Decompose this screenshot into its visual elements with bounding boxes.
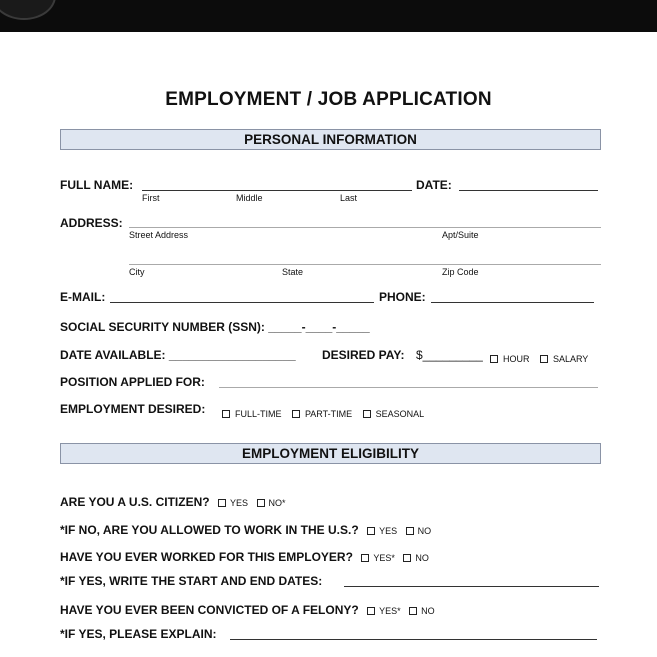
worked-no-checkbox[interactable]	[403, 554, 411, 562]
employment-type-options	[222, 404, 424, 422]
city-state-zip-field[interactable]	[129, 264, 601, 265]
dates-label: *IF YES, WRITE THE START AND END DATES:	[60, 574, 323, 588]
phone-label: PHONE:	[379, 290, 426, 304]
seasonal-label: SEASONAL	[375, 409, 425, 419]
felony-question: HAVE YOU EVER BEEN CONVICTED OF A FELONY?	[60, 603, 359, 617]
email-field[interactable]	[110, 302, 374, 303]
felony-yes-label: YES*	[379, 606, 401, 616]
section-personal-information: PERSONAL INFORMATION	[60, 129, 601, 150]
middle-sublabel: Middle	[236, 193, 263, 203]
dates-field[interactable]	[344, 586, 599, 587]
top-dark-bar	[0, 0, 657, 32]
allowed-yes-label: YES	[379, 526, 398, 536]
part-time-label: PART-TIME	[304, 409, 353, 419]
hour-checkbox[interactable]	[490, 355, 498, 363]
citizen-yes-label: YES	[230, 498, 249, 508]
felony-no-label: NO	[421, 606, 435, 616]
full-time-label: FULL-TIME	[235, 409, 282, 419]
employment-desired-label: EMPLOYMENT DESIRED:	[60, 402, 206, 416]
allowed-no-checkbox[interactable]	[406, 527, 414, 535]
salary-label: SALARY	[552, 354, 589, 364]
phone-field[interactable]	[431, 302, 594, 303]
apt-sublabel: Apt/Suite	[442, 230, 479, 240]
explain-field[interactable]	[230, 639, 597, 640]
allowed-no-label: NO	[417, 526, 432, 536]
felony-row	[60, 601, 435, 619]
full-name-label: FULL NAME:	[60, 178, 134, 192]
last-sublabel: Last	[340, 193, 358, 203]
city-sublabel: City	[129, 267, 145, 277]
worked-no-label: NO	[415, 553, 429, 563]
date-label: DATE:	[416, 178, 452, 192]
street-address-field[interactable]	[129, 227, 601, 228]
explain-label: *IF YES, PLEASE EXPLAIN:	[60, 627, 217, 641]
desired-pay-label: DESIRED PAY:	[322, 348, 405, 362]
first-sublabel: First	[142, 193, 160, 203]
street-sublabel: Street Address	[129, 230, 189, 240]
position-field[interactable]	[219, 387, 598, 388]
full-time-checkbox[interactable]	[222, 410, 230, 418]
allowed-row	[60, 521, 431, 539]
part-time-checkbox[interactable]	[292, 410, 300, 418]
hour-label: HOUR	[503, 354, 530, 364]
citizen-yes-checkbox[interactable]	[218, 499, 226, 507]
worked-yes-checkbox[interactable]	[361, 554, 369, 562]
worked-yes-label: YES*	[373, 553, 395, 563]
citizen-row	[60, 493, 286, 511]
worked-question: HAVE YOU EVER WORKED FOR THIS EMPLOYER?	[60, 550, 353, 564]
citizen-no-checkbox[interactable]	[257, 499, 265, 507]
salary-checkbox[interactable]	[540, 355, 548, 363]
ssn-field[interactable]: SOCIAL SECURITY NUMBER (SSN): _____-____-_____	[60, 320, 370, 334]
date-available-field[interactable]: DATE AVAILABLE: ___________________	[60, 348, 296, 362]
worked-row	[60, 548, 429, 566]
pay-type-options	[490, 349, 588, 367]
felony-no-checkbox[interactable]	[409, 607, 417, 615]
full-name-field[interactable]	[142, 190, 412, 191]
citizen-question: ARE YOU A U.S. CITIZEN?	[60, 495, 210, 509]
section-employment-eligibility: EMPLOYMENT ELIGIBILITY	[60, 443, 601, 464]
citizen-no-label: NO*	[268, 498, 286, 508]
round-button-edge[interactable]	[0, 0, 56, 20]
position-label: POSITION APPLIED FOR:	[60, 375, 205, 389]
desired-pay-field[interactable]: $_________	[416, 348, 483, 362]
address-label: ADDRESS:	[60, 216, 123, 230]
allowed-question: *IF NO, ARE YOU ALLOWED TO WORK IN THE U.S.?	[60, 523, 359, 537]
felony-yes-checkbox[interactable]	[367, 607, 375, 615]
date-field[interactable]	[459, 190, 598, 191]
email-label: E-MAIL:	[60, 290, 106, 304]
state-sublabel: State	[282, 267, 304, 277]
allowed-yes-checkbox[interactable]	[367, 527, 375, 535]
zip-sublabel: Zip Code	[442, 267, 479, 277]
page-title: EMPLOYMENT / JOB APPLICATION	[165, 89, 492, 110]
seasonal-checkbox[interactable]	[363, 410, 371, 418]
